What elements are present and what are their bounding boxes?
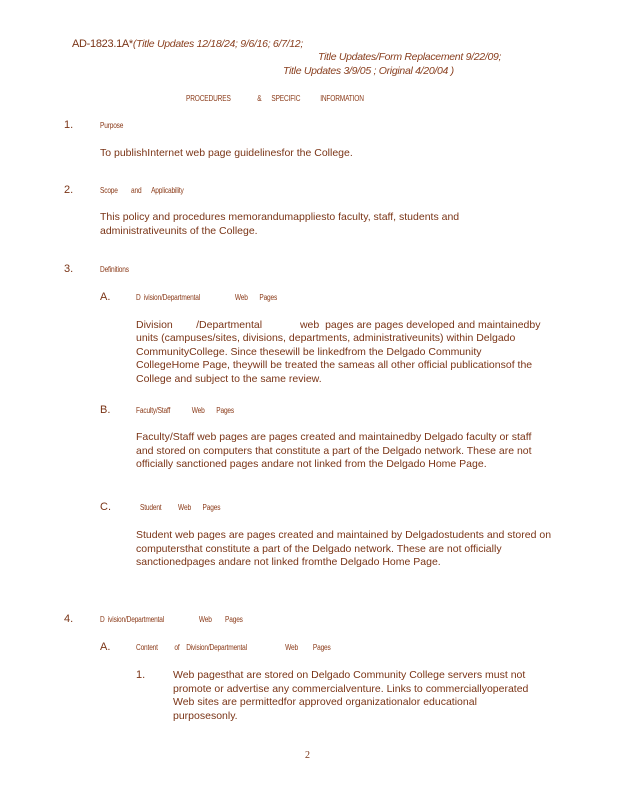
subsection-letter: B.	[100, 404, 111, 416]
section-body: This policy and procedures memorandumappliesto faculty, staff, students and administrativeunits of the College.	[100, 211, 460, 237]
document-title: PROCEDURES & SPECIFIC INFORMATION	[186, 94, 364, 103]
subsection-heading: D ivision/Departmental Web Pages	[136, 293, 278, 302]
section-number: 4.	[64, 613, 74, 625]
page-number: 2	[305, 750, 310, 761]
subsection-letter: A.	[100, 641, 111, 653]
subsection-heading: Faculty/Staff Web Pages	[136, 406, 235, 415]
item-number: 1.	[136, 669, 146, 681]
section-heading: Definitions	[100, 265, 129, 274]
subsection-body: units (campuses/sites, divisions, departments, administrativeunits) within Delgado CommunityCollege. Since thesewill be linkedfrom the Delgado Community CollegeHome Page, theywill be treated the sameas all other official publicationsof the College and subject to the same review.	[136, 332, 533, 385]
section-number: 3.	[64, 263, 74, 275]
subsection-body: Faculty/Staff web pages are pages created and maintainedby Delgado faculty or staff and stored on computers that constitute a part of the Delgado network. These are not officially sanctioned pages andare not linked from the Delgado Home Page.	[136, 431, 532, 470]
subsection-letter: C.	[100, 501, 111, 513]
section-number: 1.	[64, 119, 74, 131]
item-body: Web pagesthat are stored on Delgado Community College servers must not promote or advertise any commercialventure. Links to commerciallyoperated Web sites are permittedfor approved organizationalor educational purposesonly.	[173, 669, 529, 722]
document-id: AD-1823.1A*	[72, 38, 133, 50]
subsection-letter: A.	[100, 291, 111, 303]
subsection-lead: Division /Departmental web pages are pages developed and maintainedby	[136, 319, 541, 331]
revision-header-line2: Title Updates/Form Replacement 9/22/09;	[318, 51, 502, 63]
subsection-body: Student web pages are pages created and maintained by Delgadostudents and stored on computersthat constitute a part of the Delgado network. These are not officially sanctionedpages andare not linked fromthe Delgado Home Page.	[136, 529, 552, 568]
revision-header-line3: Title Updates 3/9/05 ; Original 4/20/04 )	[283, 65, 454, 77]
subsection-heading: Student Web Pages	[140, 503, 221, 512]
section-number: 2.	[64, 184, 74, 196]
section-body: To publishInternet web page guidelinesfor the College.	[100, 147, 353, 159]
revision-header-line1	[72, 38, 303, 50]
section-heading: D ivision/Departmental Web Pages	[100, 615, 243, 624]
subsection-heading: Content of Division/Departmental Web Pages	[136, 643, 331, 652]
section-heading: Scope and Applicability	[100, 186, 184, 195]
revision-dates-1: (Title Updates 12/18/24; 9/6/16; 6/7/12;	[132, 38, 303, 50]
section-heading: Purpose	[100, 121, 124, 130]
